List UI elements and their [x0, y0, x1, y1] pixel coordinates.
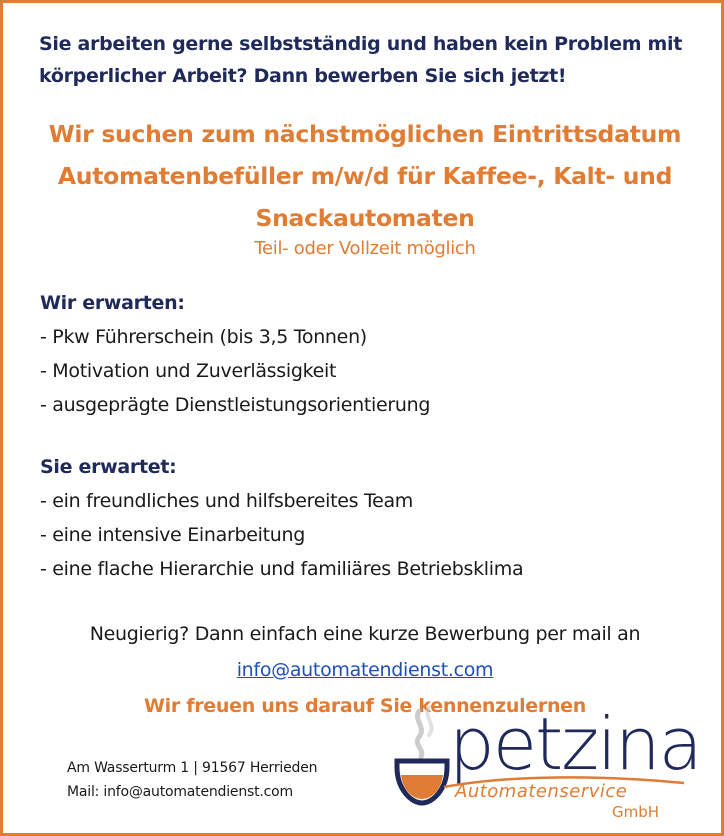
benefits-section	[40, 450, 710, 586]
logo-tagline: Automatenservice	[455, 781, 628, 802]
requirement-item: - Motivation und Zuverlässigkeit	[40, 360, 337, 382]
postal-address: Am Wasserturm 1 | 91567 Herrieden	[67, 760, 318, 776]
contact-info	[67, 756, 317, 804]
logo-wordmark: petzina	[449, 702, 701, 786]
benefit-item: - ein freundliches und hilfsbereites Team	[40, 490, 414, 512]
logo-legal-form: GmbH	[612, 803, 660, 821]
cta-text: Neugierig? Dann einfach eine kurze Bewerbung per mail an	[89, 623, 641, 645]
benefit-item: - eine flache Hierarchie und familiäres Betriebsklima	[40, 558, 524, 580]
headline-line-1: Wir suchen zum nächstmöglichen Eintrittsdatum	[48, 120, 682, 148]
intro-line-1: Sie arbeiten gerne selbstständig und haben kein Problem mit	[39, 33, 683, 55]
email-link[interactable]: info@automatendienst.com	[236, 659, 494, 681]
job-headline	[23, 113, 707, 239]
company-logo	[389, 702, 701, 831]
intro-text	[39, 28, 709, 92]
benefit-item: - eine intensive Einarbeitung	[40, 524, 305, 546]
requirement-item: - ausgeprägte Dienstleistungsorientierung	[40, 394, 431, 416]
benefits-title: Sie erwartet:	[40, 456, 177, 478]
closing-line: Wir freuen uns darauf Sie kennenzulernen	[144, 695, 586, 717]
employment-type: Teil- oder Vollzeit möglich	[254, 238, 476, 259]
requirements-section	[40, 286, 710, 422]
requirement-item: - Pkw Führerschein (bis 3,5 Tonnen)	[40, 326, 367, 348]
headline-line-2: Automatenbefüller m/w/d für Kaffee-, Kalt- und	[57, 162, 673, 190]
intro-line-2: körperlicher Arbeit? Dann bewerben Sie sich jetzt!	[39, 65, 567, 87]
requirements-title: Wir erwarten:	[40, 292, 185, 314]
headline-line-3: Snackautomaten	[255, 204, 475, 232]
contact-mail: Mail: info@automatendienst.com	[67, 784, 293, 800]
